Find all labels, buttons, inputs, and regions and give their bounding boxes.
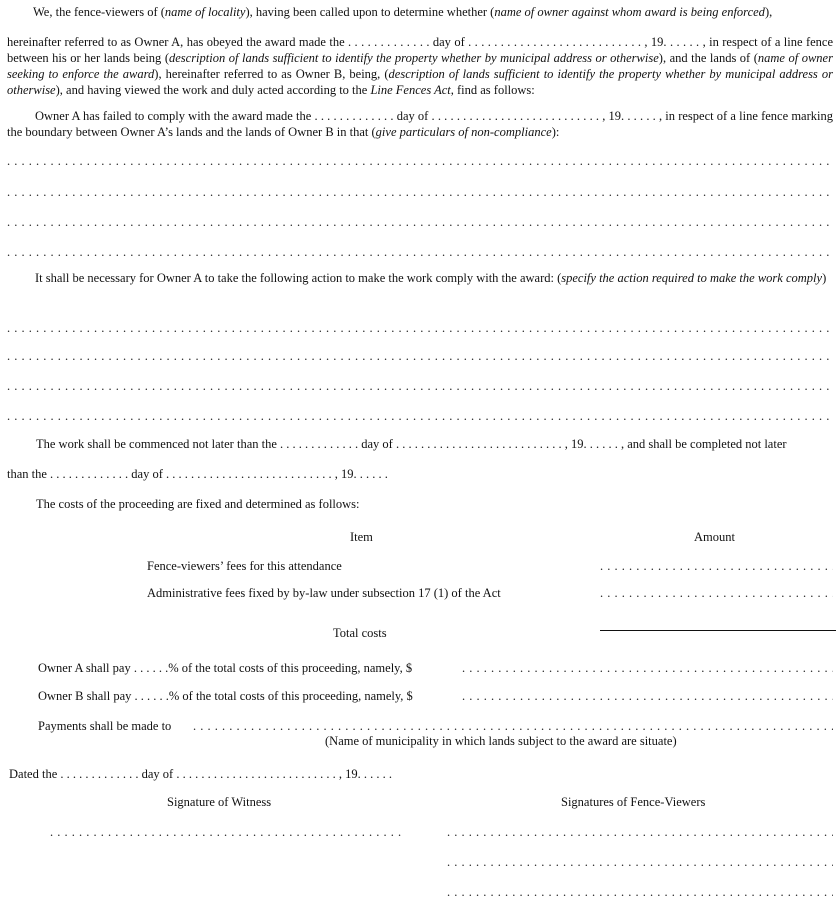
noncompliance-line-4[interactable] <box>7 244 833 260</box>
dated-line: Dated the . . . . . . . . . . . . . day of . . . . . . . . . . . . . . . . . . . . . . . . . . , 19. . . . . . <box>9 767 392 781</box>
schedule-line-1: The work shall be commenced not later than the . . . . . . . . . . . . . day of . . . . . . . . . . . . . . . . . . . . . . . . . . . , 19. . . . . . , and shall be completed not later <box>36 437 787 451</box>
owner-a-pay-label: Owner A shall pay . . . . . .% of the total costs of this proceeding, namely, $ <box>38 661 413 675</box>
fence-viewer-signature-line-2[interactable] <box>447 854 833 870</box>
fence-viewer-signature-line-3[interactable] <box>447 884 833 900</box>
cost-row-amount-admin[interactable] <box>600 585 833 601</box>
action-line-4[interactable] <box>7 408 833 424</box>
intro-first-line <box>33 4 772 20</box>
cost-row-amount-fees[interactable] <box>600 558 833 574</box>
schedule-line-2: than the . . . . . . . . . . . . . day of . . . . . . . . . . . . . . . . . . . . . . . . . . . , 19. . . . . . <box>7 467 388 481</box>
owner-b-pay-label: Owner B shall pay . . . . . .% of the total costs of this proceeding, namely, $ <box>38 689 413 703</box>
item-header: Item <box>350 530 373 544</box>
intro-paragraph <box>7 34 833 98</box>
amount-header: Amount <box>694 530 735 544</box>
cost-row-label-fees: Fence-viewers’ fees for this attendance <box>147 559 342 573</box>
total-costs-label: Total costs <box>333 626 387 640</box>
fence-viewer-signature-line-1[interactable] <box>447 824 833 840</box>
noncompliance-line-1[interactable] <box>7 153 833 169</box>
payments-to-label: Payments shall be made to <box>38 719 172 733</box>
witness-signature-label: Signature of Witness <box>167 795 272 809</box>
failure-paragraph-rendered: Owner A has failed to comply with the award made the . . . . . . . . . . . . . day of . . . . . . . . . . . . . . . . . . . . . . . . . . . , 19. . . . . . , in respect of a line fence marking the boundary between Owner A’s lands and the lands of Owner B in that (give particulars of non-compliance): <box>7 109 833 139</box>
action-line-1[interactable] <box>7 320 833 336</box>
cost-row-label-admin: Administrative fees fixed by by-law under subsection 17 (1) of the Act <box>147 586 501 600</box>
witness-signature-line[interactable] <box>50 824 402 840</box>
intro-line1-rendered: We, the fence-viewers of (name of locality), having been called upon to determine whether (name of owner against whom award is being enforced), <box>33 5 773 19</box>
action-line-2[interactable] <box>7 348 833 364</box>
action-paragraph-rendered: It shall be necessary for Owner A to take the following action to make the work comply with the award: (specify the action required to make the work comply) <box>35 271 827 285</box>
costs-intro: The costs of the proceeding are fixed and determined as follows: <box>36 497 360 511</box>
municipality-note: (Name of municipality in which lands subject to the award are situate) <box>325 734 677 748</box>
action-paragraph <box>7 270 833 286</box>
noncompliance-line-2[interactable] <box>7 184 833 200</box>
fence-viewers-signature-label: Signatures of Fence-Viewers <box>561 795 706 809</box>
action-line-3[interactable] <box>7 378 833 394</box>
payments-to-line[interactable] <box>193 718 833 734</box>
intro-paragraph-rendered: hereinafter referred to as Owner A, has obeyed the award made the . . . . . . . . . . . . . day of . . . . . . . . . . . . . . . . . . . . . . . . . . . , 19. . . . . . , in respect of a line fence between his or her lands being (description of lands sufficient to identify the property whether by municipal address or otherwise), and the lands of (name of owner seeking to enforce the award), hereinafter referred to as Owner B, being, (description of lands sufficient to identify the property whether by municipal address or otherwise), and having viewed the work and duly acted according to the Line Fences Act, find as follows: <box>7 35 833 97</box>
owner-a-amount-line[interactable] <box>462 660 833 676</box>
noncompliance-line-3[interactable] <box>7 214 833 230</box>
owner-b-amount-line[interactable] <box>462 688 833 704</box>
failure-paragraph <box>7 108 833 140</box>
total-costs-rule <box>600 630 836 631</box>
